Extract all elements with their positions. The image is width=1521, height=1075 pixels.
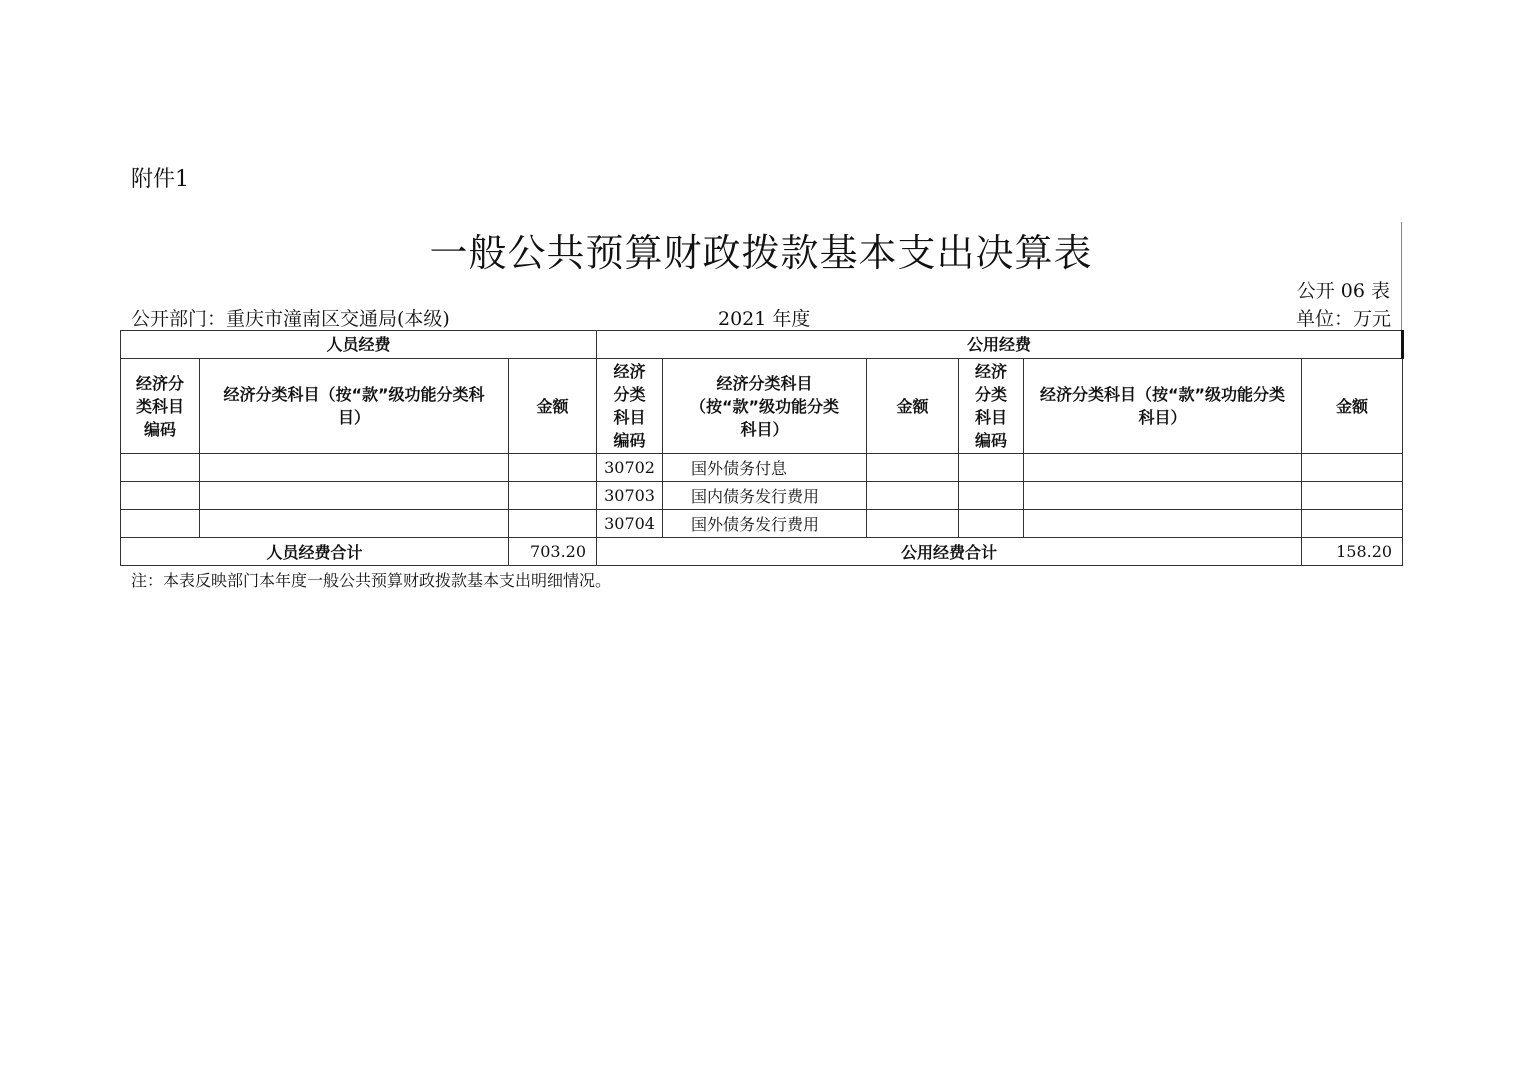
budget-table xyxy=(120,330,1404,566)
public-total-label: 公用经费合计 xyxy=(597,538,1302,566)
header-personnel-code: 经济分类科目编码 xyxy=(121,359,200,454)
cell-public-amount-1 xyxy=(867,510,959,538)
cell-public-amount-2 xyxy=(1302,482,1403,510)
cell-personnel-code xyxy=(121,482,200,510)
personnel-total-label: 人员经费合计 xyxy=(121,538,509,566)
cell-personnel-amount xyxy=(509,510,597,538)
table-number: 公开 06 表 xyxy=(1296,280,1390,302)
cell-personnel-amount xyxy=(509,454,597,482)
cell-personnel-name xyxy=(200,510,509,538)
public-total-value: 158.20 xyxy=(1302,538,1403,566)
attachment-label: 附件1 xyxy=(131,167,189,192)
table-row xyxy=(121,510,1403,538)
table-row xyxy=(121,454,1403,482)
group-header-row xyxy=(121,331,1403,359)
cell-public-code-2 xyxy=(959,482,1024,510)
header-personnel-name: 经济分类科目（按“款”级功能分类科目） xyxy=(200,359,509,454)
group-public-header: 公用经费 xyxy=(597,331,1403,359)
cell-personnel-code xyxy=(121,454,200,482)
meta-row xyxy=(131,304,1391,330)
cell-public-name-2 xyxy=(1024,454,1302,482)
header-public-name-1: 经济分类科目（按“款”级功能分类科目） xyxy=(663,359,867,454)
page-title: 一般公共预算财政拨款基本支出决算表 xyxy=(429,231,1093,275)
year-label: 2021 年度 xyxy=(718,308,811,330)
cell-public-code-2 xyxy=(959,510,1024,538)
table-note: 注：本表反映部门本年度一般公共预算财政拨款基本支出明细情况。 xyxy=(131,571,612,590)
cell-public-amount-2 xyxy=(1302,510,1403,538)
totals-row xyxy=(121,538,1403,566)
cell-public-name-1: 国内债务发行费用 xyxy=(663,482,867,510)
header-public-amount-2: 金额 xyxy=(1302,359,1403,454)
cell-public-name-1: 国外债务发行费用 xyxy=(663,510,867,538)
cell-public-amount-2 xyxy=(1302,454,1403,482)
department-label: 公开部门：重庆市潼南区交通局(本级) xyxy=(131,308,450,330)
cell-public-code-2 xyxy=(959,454,1024,482)
column-header-row xyxy=(121,359,1403,454)
cell-public-name-1: 国外债务付息 xyxy=(663,454,867,482)
cell-public-amount-1 xyxy=(867,482,959,510)
header-public-amount-1: 金额 xyxy=(867,359,959,454)
cell-public-amount-1 xyxy=(867,454,959,482)
group-personnel-header: 人员经费 xyxy=(121,331,597,359)
unit-label: 单位：万元 xyxy=(1295,308,1391,330)
personnel-total-value: 703.20 xyxy=(509,538,597,566)
cell-public-name-2 xyxy=(1024,510,1302,538)
cell-public-code-1: 30703 xyxy=(597,482,663,510)
cell-personnel-name xyxy=(200,482,509,510)
cell-personnel-name xyxy=(200,454,509,482)
cell-personnel-code xyxy=(121,510,200,538)
cell-public-code-1: 30704 xyxy=(597,510,663,538)
cell-public-name-2 xyxy=(1024,482,1302,510)
header-personnel-amount: 金额 xyxy=(509,359,597,454)
cell-personnel-amount xyxy=(509,482,597,510)
header-public-code-1: 经济分类科目编码 xyxy=(597,359,663,454)
cell-public-code-1: 30702 xyxy=(597,454,663,482)
table-row xyxy=(121,482,1403,510)
header-public-code-2: 经济分类科目编码 xyxy=(959,359,1024,454)
header-public-name-2: 经济分类科目（按“款”级功能分类科目） xyxy=(1024,359,1302,454)
